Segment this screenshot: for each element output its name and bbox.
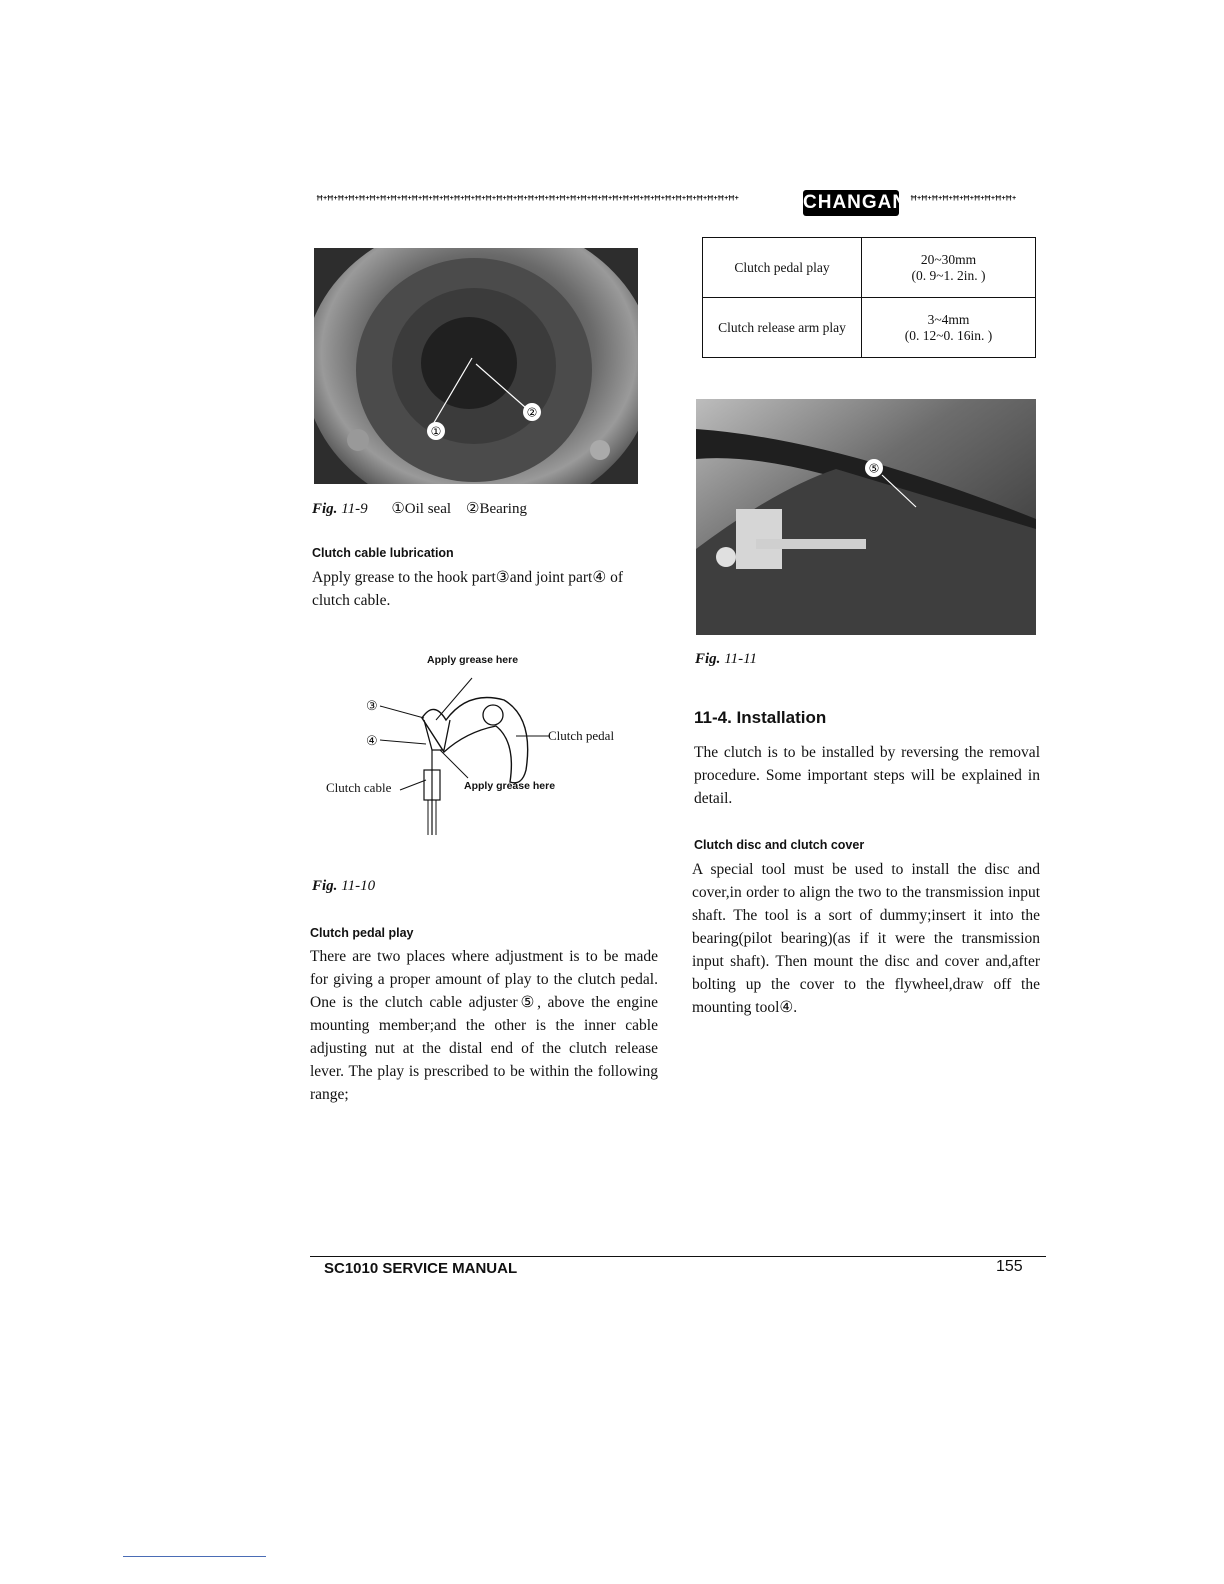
changan-logo: CHANGAN (803, 190, 899, 216)
section-heading-installation: 11-4. Installation (694, 708, 827, 727)
fig-11-11-caption: Fig. 11-11 (695, 651, 757, 667)
cable-adjuster-photo-drawing (696, 399, 1036, 635)
paragraph-installation: The clutch is to be installed by reversing the removal procedure. Some important steps will be explained in detail. (694, 744, 1040, 807)
table-row (703, 238, 1036, 298)
table-cell-value: 3~4mm (0. 12~0. 16in. ) (862, 298, 1036, 358)
fig-11-9-text: ①Oil seal ②Bearing (391, 501, 527, 517)
subheading-clutch-disc-cover: Clutch disc and clutch cover (694, 838, 865, 852)
header-ornament-right: ꟸᕀꟸᕀꟸᕀꟸᕀꟸᕀꟸᕀꟸᕀꟸᕀꟸᕀꟸᕀ (910, 194, 1016, 209)
pedal-cable-drawing (300, 650, 640, 850)
flywheel-photo-drawing (314, 248, 638, 484)
bottom-divider (123, 1556, 266, 1557)
subheading-clutch-cable-lubrication: Clutch cable lubrication (312, 546, 454, 560)
marker-1: ① (430, 424, 442, 439)
label-marker-4: ④ (366, 733, 378, 748)
table-cell-value: 20~30mm (0. 9~1. 2in. ) (862, 238, 1036, 298)
fig-11-10-diagram (300, 650, 640, 850)
footer-title: SC1010 SERVICE MANUAL (324, 1260, 518, 1277)
table-row (703, 298, 1036, 358)
page-number: 155 (996, 1258, 1023, 1275)
label-apply-grease-top: Apply grease here (427, 654, 519, 666)
paragraph-clutch-cable-lubrication: Apply grease to the hook part③and joint part④ of clutch cable. (312, 569, 624, 609)
table-cell-label: Clutch pedal play (703, 238, 862, 298)
header-ornament-left: ꟸᕀꟸᕀꟸᕀꟸᕀꟸᕀꟸᕀꟸᕀꟸᕀꟸᕀꟸᕀꟸᕀꟸᕀꟸᕀꟸᕀꟸᕀꟸᕀꟸᕀꟸᕀꟸᕀꟸᕀꟸᕀꟸᕀꟸᕀꟸᕀꟸᕀꟸᕀꟸᕀꟸᕀꟸᕀꟸᕀꟸᕀꟸᕀꟸᕀꟸᕀꟸᕀꟸᕀꟸᕀꟸᕀꟸᕀꟸᕀ (316, 194, 739, 209)
marker-5: ⑤ (868, 461, 880, 476)
paragraph-clutch-pedal-play: There are two places where adjustment is to be made for giving a proper amount of play to the clutch pedal. One is the clutch cable adjuster⑤, above the engine mounting member;and the other is the inner cable adjusting nut at the distal end of the clutch release lever. The play is prescribed to be within the following range; (310, 948, 658, 1103)
fig-11-9-caption (312, 499, 527, 518)
paragraph-clutch-disc-cover: A special tool must be used to install the disc and cover,in order to align the two to the transmission input shaft. The tool is a sort of dummy;insert it into the bearing(pilot bearing)(as if it were the transmission input shaft). Then mount the disc and cover and,after bolting up the cover to the flywheel,draw off the mounting tool④. (692, 861, 1040, 1016)
label-clutch-pedal: Clutch pedal (548, 728, 615, 743)
label-marker-3: ③ (366, 698, 378, 713)
label-clutch-cable: Clutch cable (326, 780, 392, 795)
subheading-clutch-pedal-play: Clutch pedal play (310, 926, 414, 940)
fig-11-9-photo (314, 248, 638, 484)
marker-2: ② (526, 405, 538, 420)
fig-11-11-photo (696, 399, 1036, 635)
fig-11-10-caption: Fig. 11-10 (312, 878, 376, 894)
footer-rule (310, 1256, 1046, 1257)
label-apply-grease-bottom: Apply grease here (464, 780, 556, 792)
table-cell-label: Clutch release arm play (703, 298, 862, 358)
clutch-play-table (702, 237, 1036, 358)
fig-label: Fig. 11-9 (312, 501, 368, 517)
